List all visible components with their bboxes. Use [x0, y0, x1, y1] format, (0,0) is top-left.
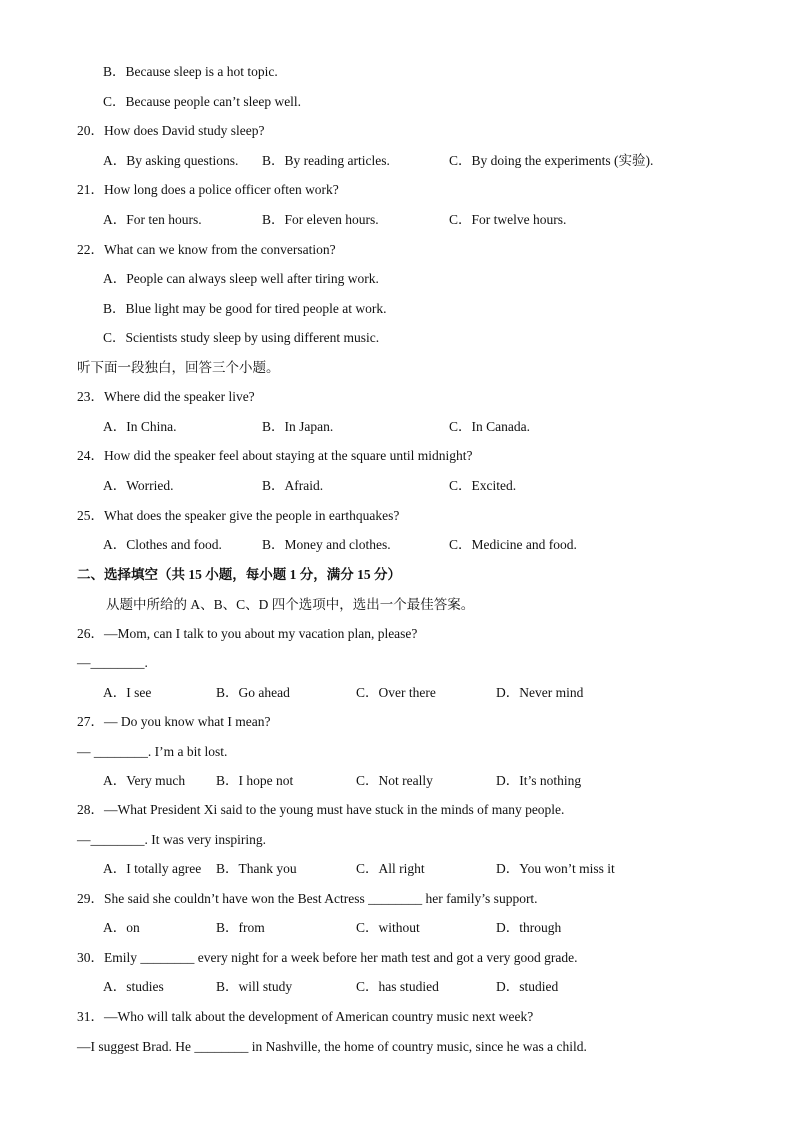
answer-option: B．I hope not [216, 773, 294, 788]
text-line: 二、选择填空（共 15 小题，每小题 1 分，满分 15 分） [77, 567, 401, 582]
answer-option: B．will study [216, 979, 293, 994]
answer-option: B．Afraid. [262, 478, 324, 493]
answer-option: C．without [356, 920, 420, 935]
text-line: 27．— Do you know what I mean? [77, 714, 271, 729]
text-line: 22．What can we know from the conversation? [77, 242, 336, 257]
answer-option: C．In Canada. [449, 419, 530, 434]
answer-option: A．on [103, 920, 140, 935]
answer-option: D．You won’t miss it [496, 861, 615, 876]
text-line: 听下面一段独白，回答三个小题。 [77, 360, 280, 375]
answer-option: A．studies [103, 979, 164, 994]
answer-option: D．Never mind [496, 685, 584, 700]
answer-option: A．I totally agree [103, 861, 202, 876]
answer-option: D．It’s nothing [496, 773, 582, 788]
answer-option: D．studied [496, 979, 559, 994]
answer-option: A．Very much [103, 773, 186, 788]
text-line: 20．How does David study sleep? [77, 123, 265, 138]
text-line: 30．Emily ________ every night for a week before her math test and got a very good grade. [77, 950, 578, 965]
answer-option: C．By doing the experiments (实验). [449, 153, 654, 168]
text-line: —________. [77, 655, 148, 670]
text-line: 29．She said she couldn’t have won the Best Actress ________ her family’s support. [77, 891, 538, 906]
text-line: —________. It was very inspiring. [77, 832, 266, 847]
text-line: B．Because sleep is a hot topic. [103, 64, 278, 79]
text-line: 23．Where did the speaker live? [77, 389, 255, 404]
answer-option: B．from [216, 920, 265, 935]
answer-option: C．Medicine and food. [449, 537, 577, 552]
text-line: —I suggest Brad. He ________ in Nashville, the home of country music, since he was a child. [77, 1039, 587, 1054]
text-line: 从题中所给的 A、B、C、D 四个选项中，选出一个最佳答案。 [106, 597, 475, 612]
answer-option: A．For ten hours. [103, 212, 202, 227]
answer-option: C．For twelve hours. [449, 212, 567, 227]
text-line: 25．What does the speaker give the people in earthquakes? [77, 508, 400, 523]
text-line: 21．How long does a police officer often work? [77, 182, 339, 197]
answer-option: B．Thank you [216, 861, 297, 876]
answer-option: C．Over there [356, 685, 436, 700]
text-line: — ________. I’m a bit lost. [77, 744, 228, 759]
answer-option: C．Excited. [449, 478, 517, 493]
answer-option: B．For eleven hours. [262, 212, 379, 227]
answer-option: A．Worried. [103, 478, 174, 493]
text-line: B．Blue light may be good for tired people at work. [103, 301, 387, 316]
answer-option: B．By reading articles. [262, 153, 390, 168]
answer-option: D．through [496, 920, 562, 935]
answer-option: C．Not really [356, 773, 433, 788]
answer-option: B．In Japan. [262, 419, 334, 434]
answer-option: A．By asking questions. [103, 153, 239, 168]
text-line: 31．—Who will talk about the development of American country music next week? [77, 1009, 534, 1024]
answer-option: A．I see [103, 685, 152, 700]
answer-option: B．Go ahead [216, 685, 290, 700]
text-line: C．Because people can’t sleep well. [103, 94, 302, 109]
answer-option: B．Money and clothes. [262, 537, 391, 552]
text-line: 26．—Mom, can I talk to you about my vacation plan, please? [77, 626, 418, 641]
answer-option: C．has studied [356, 979, 439, 994]
answer-option: A．Clothes and food. [103, 537, 222, 552]
text-line: A．People can always sleep well after tiring work. [103, 271, 379, 286]
answer-option: A．In China. [103, 419, 177, 434]
text-line: 24．How did the speaker feel about staying at the square until midnight? [77, 448, 473, 463]
text-line: C．Scientists study sleep by using different music. [103, 330, 380, 345]
answer-option: C．All right [356, 861, 425, 876]
text-line: 28．—What President Xi said to the young must have stuck in the minds of many people. [77, 802, 565, 817]
